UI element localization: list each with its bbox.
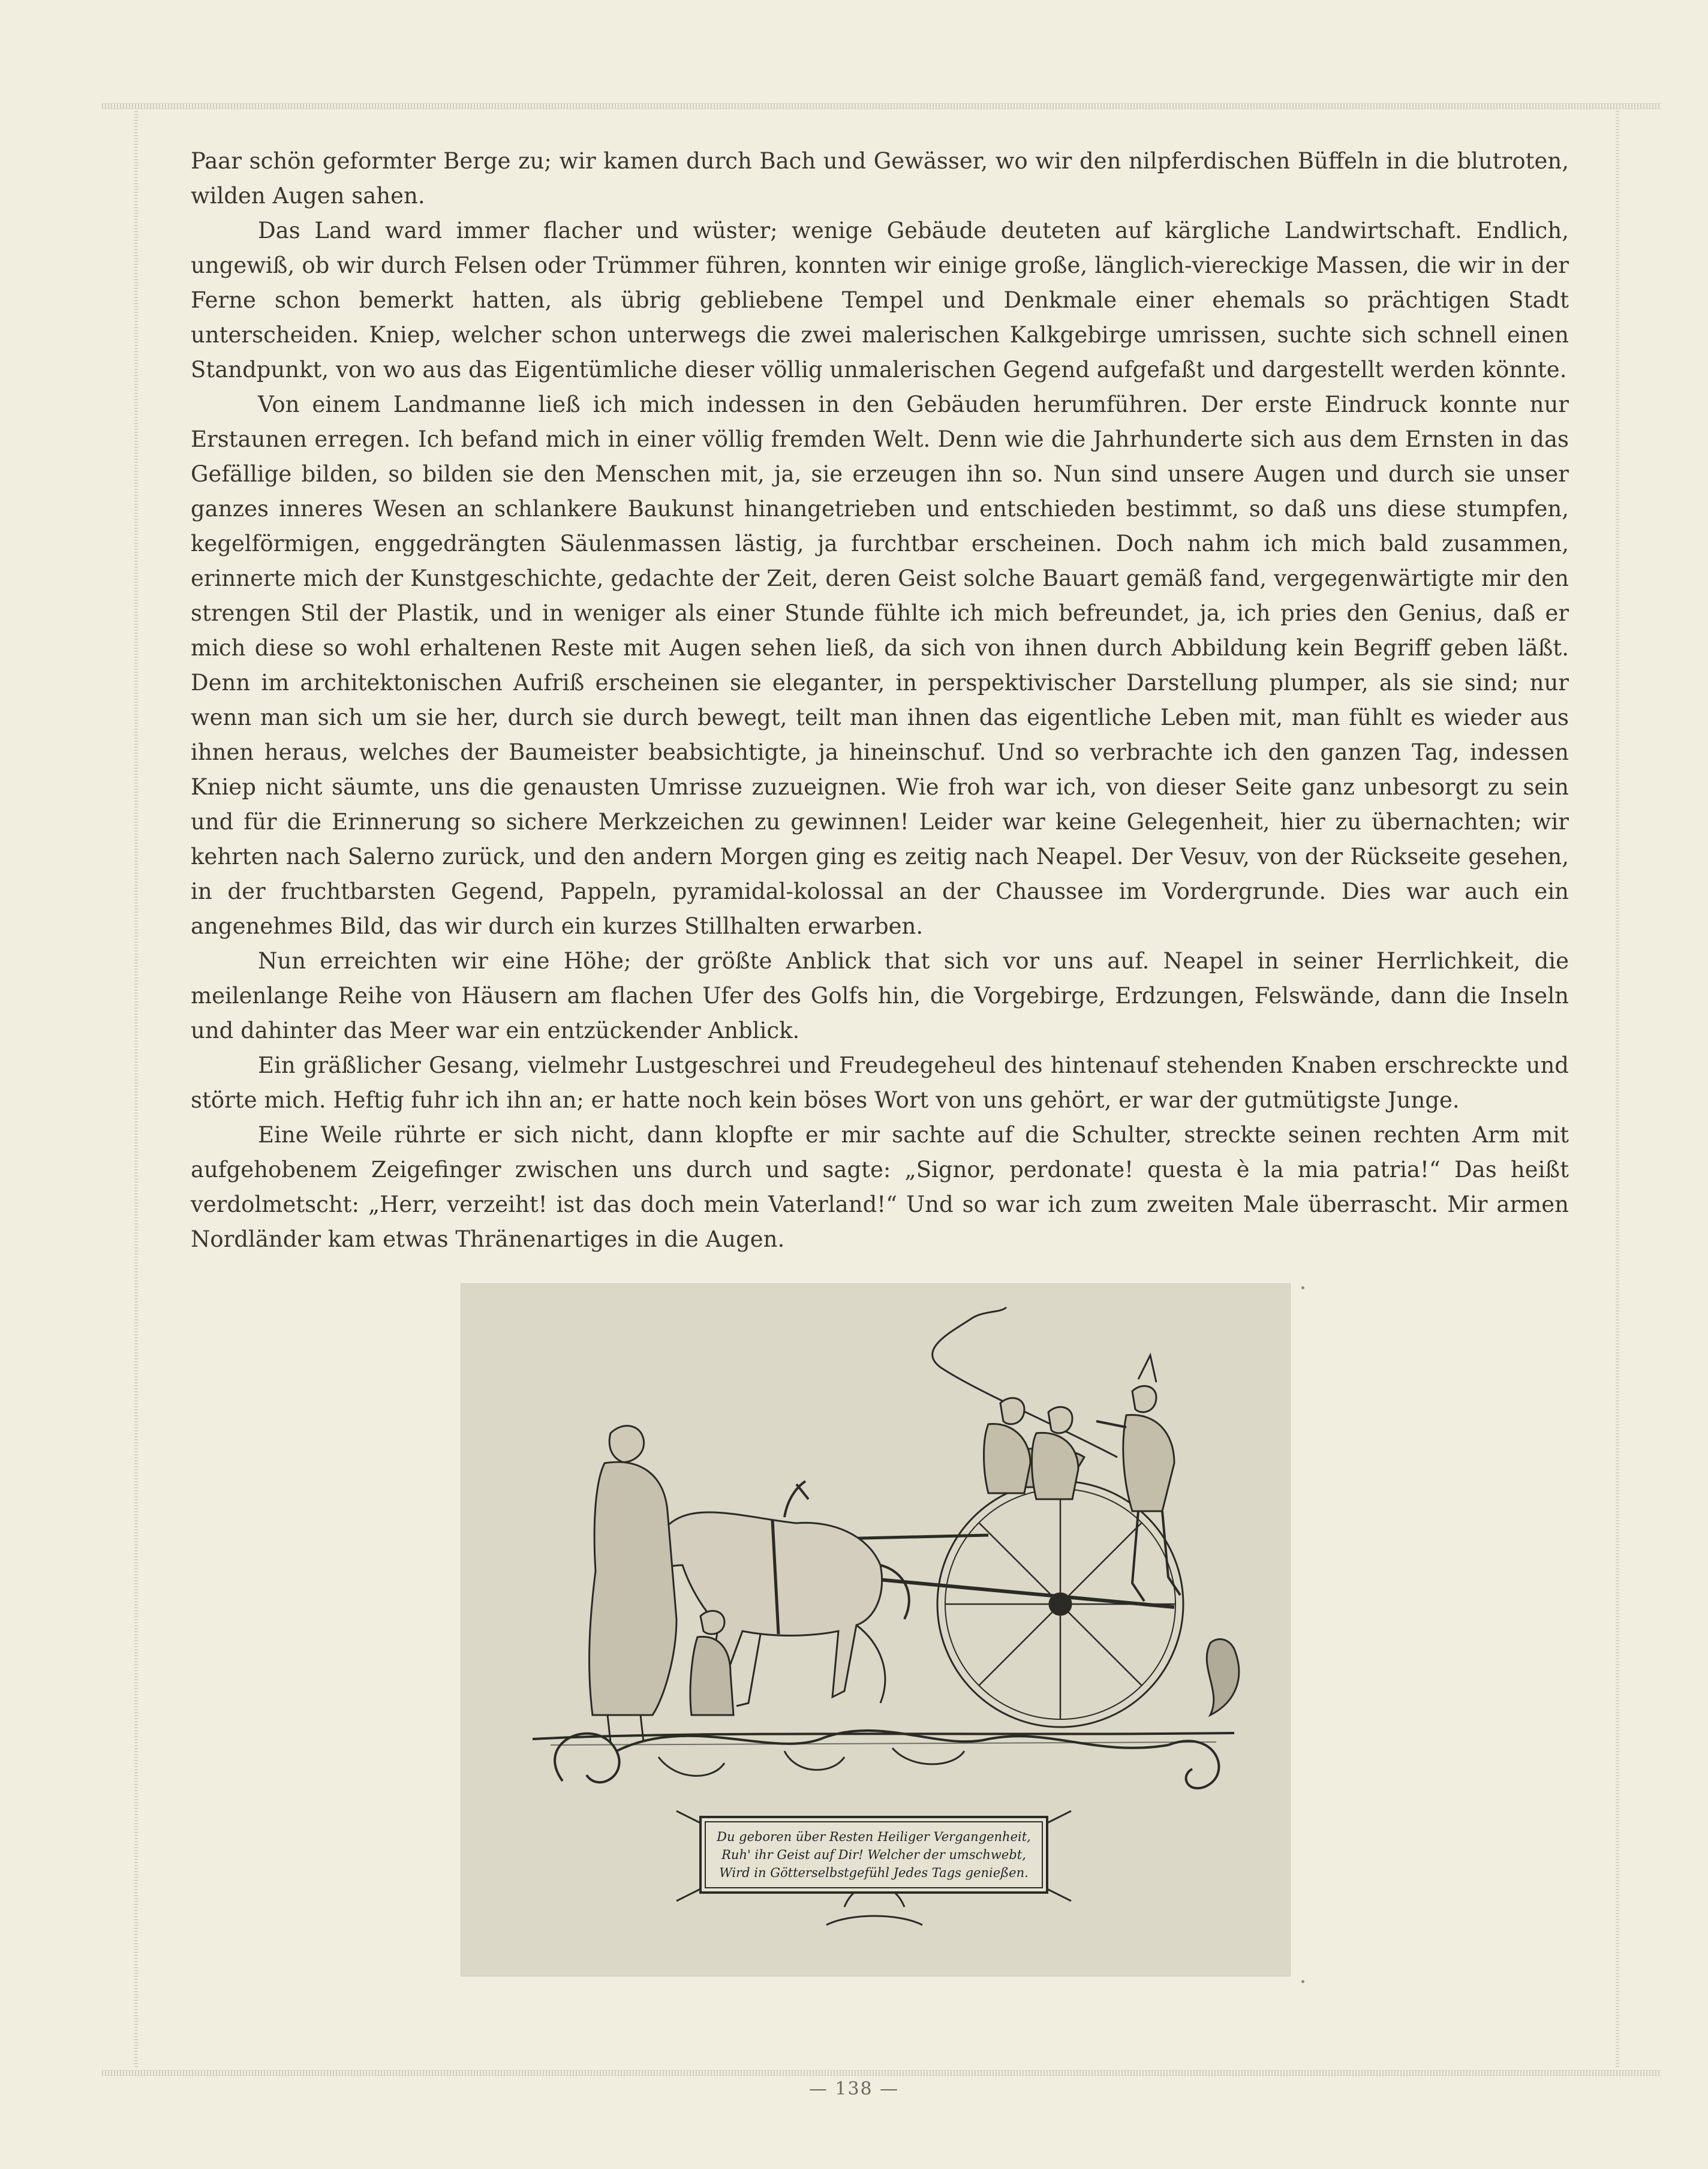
paragraph: Nun erreichten wir eine Höhe; der größte Anblick that sich vor uns auf. Neapel in seiner Herrlichkeit, die meilenlange Reihe von Häusern am flachen Ufer des Golfs hin, die Vorgebirge, Erdzungen, Felswände, dann die Inseln und dahinter das Meer war ein entzückender Anblick. xyxy=(191,948,1569,1043)
bottom-border-rule xyxy=(102,2070,1661,2076)
page-number: — 138 — xyxy=(808,2078,900,2099)
right-border-rule xyxy=(1616,111,1619,2069)
banner-line: Wird in Götterselbstgefühl Jedes Tags genießen. xyxy=(719,1866,1029,1880)
body-text xyxy=(191,144,1569,1257)
banner-inscription xyxy=(706,1823,1041,1887)
paragraph: Von einem Landmanne ließ ich mich indessen in den Gebäuden herumführen. Der erste Eindruck konnte nur Erstaunen erregen. Ich befand mich in einer völlig fremden Welt. Denn wie die Jahrhunderte sich aus dem Ernsten in das Gefällige bilden, so bilden sie den Menschen mit, ja, sie erzeugen ihn so. Nun sind unsere Augen und durch sie unser ganzes inneres Wesen an schlankere Baukunst hinangetrieben und entschieden bestimmt, so daß uns diese stumpfen, kegelförmigen, enggedrängten Säulenmassen lästig, ja furchtbar erscheinen. Doch nahm ich mich bald zusammen, erinnerte mich der Kunstgeschichte, gedachte der Zeit, deren Geist solche Bauart gemäß fand, vergegenwärtigte mir den strengen Stil der Plastik, und in weniger als einer Stunde fühlte ich mich befreundet, ja, ich pries den Genius, daß er mich diese so wohl erhaltenen Reste mit Augen sehen ließ, da sich von ihnen durch Abbildung kein Begriff geben läßt. Denn im architektonischen Aufriß erscheinen sie eleganter, in perspektivischer Darstellung plumper, als sie sind; nur wenn man sich um sie her, durch sie durch bewegt, teilt man ihnen das eigentliche Leben mit, man fühlt es wieder aus ihnen heraus, welches der Baumeister beabsichtigte, ja hineinschuf. Und so verbrachte ich den ganzen Tag, indessen Kniep nicht säumte, uns die genausten Umrisse zuzueignen. Wie froh war ich, von dieser Seite ganz unbesorgt zu sein und für die Erinnerung so sichere Merkzeichen zu gewinnen! Leider war keine Gelegenheit, hier zu übernachten; wir kehrten nach Salerno zurück, und den andern Morgen ging es zeitig nach Neapel. Der Vesuv, von der Rückseite gesehen, in der fruchtbarsten Gegend, Pappeln, pyramidal-kolossal an der Chaussee im Vordergrunde. Dies war auch ein angenehmes Bild, das wir durch ein kurzes Stillhalten erwarben. xyxy=(191,392,1569,939)
paragraph: Ein gräßlicher Gesang, vielmehr Lustgeschrei und Freudegeheul des hintenauf stehenden Knaben erschreckte und störte mich. Heftig fuhr ich ihn an; er hatte noch kein böses Wort von uns gehört, er war der gutmütigste Junge. xyxy=(191,1052,1569,1113)
paragraph: Paar schön geformter Berge zu; wir kamen durch Bach und Gewässer, wo wir den nilpferdischen Büffeln in die blutroten, wilden Augen sahen. xyxy=(191,148,1569,209)
left-border-rule xyxy=(134,111,138,2069)
carriage-illustration xyxy=(461,1283,1291,1977)
paragraph: Das Land ward immer flacher und wüster; wenige Gebäude deuteten auf kärgliche Landwirtschaft. Endlich, ungewiß, ob wir durch Felsen oder Trümmer führen, konnten wir einige große, länglich-viereckige Massen, die wir in der Ferne schon bemerkt hatten, als übrig gebliebene Tempel und Denkmale einer ehemals so prächtigen Stadt unterscheiden. Kniep, welcher schon unterwegs die zwei malerischen Kalkgebirge umrissen, suchte sich schnell einen Standpunkt, von wo aus das Eigentümliche dieser völlig unmalerischen Gegend aufgefaßt und dargestellt werden könnte. xyxy=(191,218,1569,383)
banner-line: Du geboren über Resten Heiliger Vergangenheit, xyxy=(717,1830,1031,1844)
banner-line: Ruh' ihr Geist auf Dir! Welcher der umschwebt, xyxy=(721,1848,1026,1862)
corner-mark xyxy=(1301,1980,1304,1983)
top-border-rule xyxy=(102,103,1661,109)
paragraph: Eine Weile rührte er sich nicht, dann klopfte er mir sachte auf die Schulter, streckte seinen rechten Arm mit aufgehobenem Zeigefinger zwischen uns durch und sagte: „Signor, perdonate! questa è la mia patria!“ Das heißt verdolmetscht: „Herr, verzeiht! ist das doch mein Vaterland!“ Und so war ich zum zweiten Male überrascht. Mir armen Nordländer kam etwas Thränenartiges in die Augen. xyxy=(191,1122,1569,1252)
corner-mark xyxy=(1301,1286,1304,1289)
